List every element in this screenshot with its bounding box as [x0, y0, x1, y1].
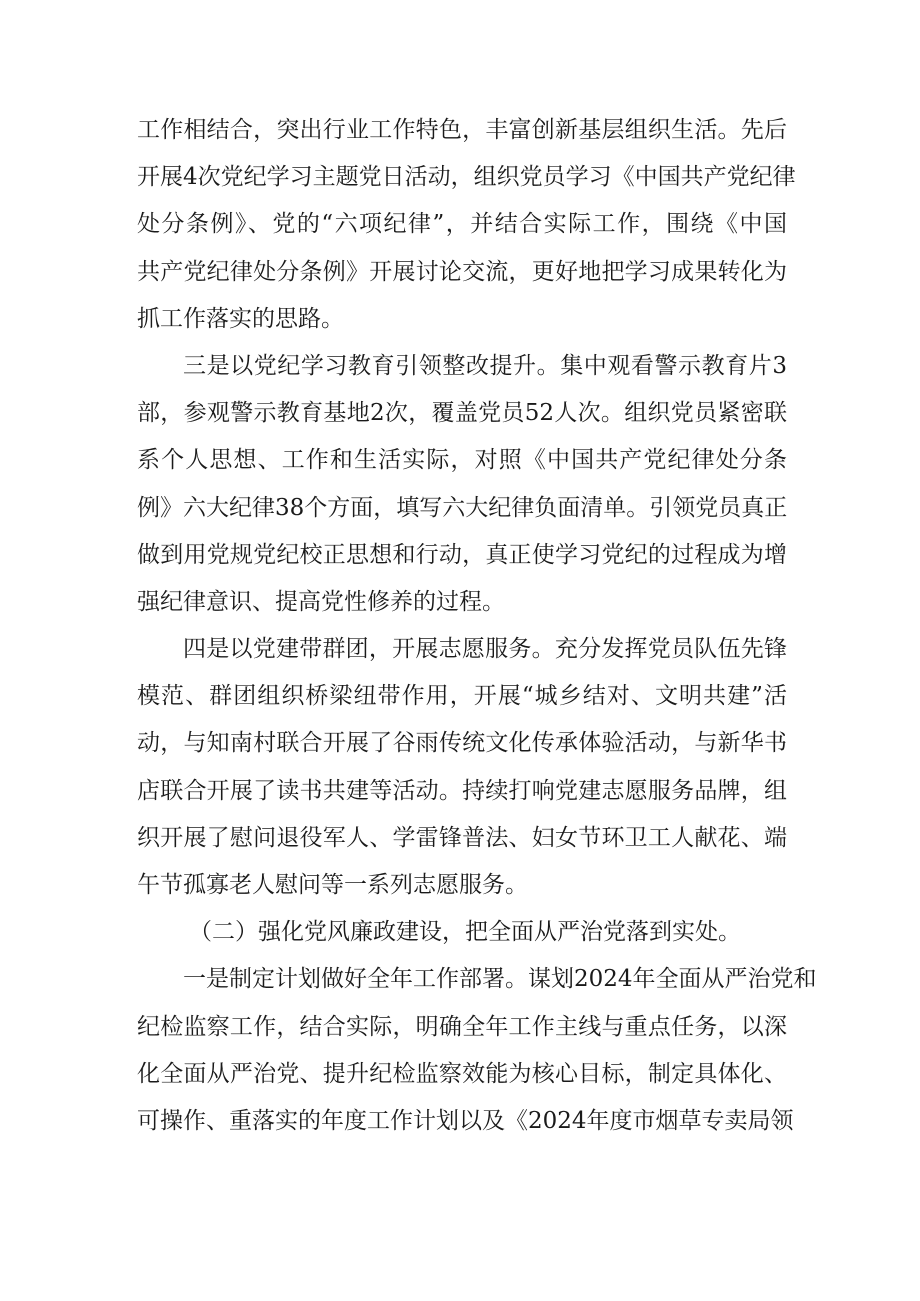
paragraph-line: 动，与知南村联合开展了谷雨传统文化传承体验活动，与新华书 [137, 730, 787, 757]
paragraph-line: 部，参观警示教育基地2次，覆盖党员52人次。组织党员紧密联 [137, 400, 787, 427]
paragraph-line: 一是制定计划做好全年工作部署。谋划2024年全面从严治党和 [183, 966, 817, 993]
paragraph-line: 共产党纪律处分条例》开展讨论交流，更好地把学习成果转化为 [137, 258, 787, 285]
paragraph-line: 处分条例》、党的“六项纪律”，并结合实际工作，围绕《中国 [137, 211, 787, 238]
paragraph-line: 店联合开展了读书共建等活动。持续打响党建志愿服务品牌，组 [137, 777, 787, 804]
paragraph-line: 织开展了慰问退役军人、学雷锋普法、妇女节环卫工人献花、端 [137, 824, 787, 851]
paragraph-line: 抓工作落实的思路。 [137, 305, 344, 332]
paragraph-line: 化全面从严治党、提升纪检监察效能为核心目标，制定具体化、 [137, 1060, 787, 1087]
paragraph-line: 开展4次党纪学习主题党日活动，组织党员学习《中国共产党纪律 [137, 164, 796, 191]
document-body [137, 107, 817, 1145]
paragraph-line: 午节孤寡老人慰问等一系列志愿服务。 [137, 872, 528, 898]
paragraph-line: 模范、群团组织桥梁纽带作用，开展“城乡结对、文明共建”活 [137, 683, 787, 710]
paragraph-line: 纪检监察工作，结合实际，明确全年工作主线与重点任务，以深 [137, 1013, 787, 1040]
paragraph-line: 强纪律意识、提高党性修养的过程。 [137, 588, 505, 615]
paragraph-line: 做到用党规党纪校正思想和行动，真正使学习党纪的过程成为增 [137, 541, 787, 568]
paragraph-line: 可操作、重落实的年度工作计划以及《2024年度市烟草专卖局领 [137, 1107, 794, 1134]
section-heading: （二）强化党风廉政建设，把全面从严治党落到实处。 [189, 919, 741, 946]
paragraph-line: 工作相结合，突出行业工作特色，丰富创新基层组织生活。先后 [137, 117, 787, 143]
paragraph-line: 系个人思想、工作和生活实际，对照《中国共产党纪律处分条 [137, 447, 787, 474]
paragraph-line: 四是以党建带群团，开展志愿服务。充分发挥党员队伍先锋 [183, 636, 787, 663]
paragraph-line: 三是以党纪学习教育引领整改提升。集中观看警示教育片3 [183, 352, 787, 379]
paragraph-line: 例》六大纪律38个方面，填写六大纪律负面清单。引领党员真正 [137, 494, 788, 521]
